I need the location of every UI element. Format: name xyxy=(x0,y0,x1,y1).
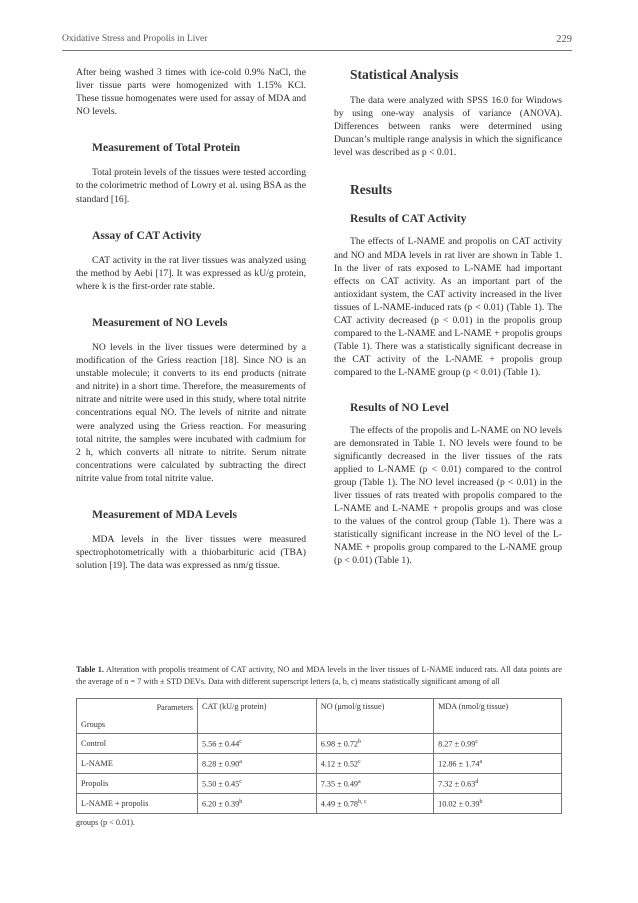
no-cell: 7.35 ± 0.49$^a$ xyxy=(316,774,433,794)
results-no-heading: Results of NO Level xyxy=(350,400,449,414)
table-footnote: groups (p < 0.01). xyxy=(76,818,135,827)
results-cat-paragraph: The effects of L-NAME and propolis on CAT activity and NO and MDA levels in rat liver are shown in Table 1. In the liver of rats exposed to L-NAME had important effects on CAT activity. As an important part of the antioxidant system, the CAT activity increased in the liver tissues of L-NAME-induced rats (p < 0.01) (Table 1). The CAT activity decreased (p < 0.01) in the propolis group compared to the L-NAME and L-NAME + propolis groups (Table 1). There was a statistically significant decrease in the CAT activity of the L-NAME + propolis group compared to the L-NAME group (p < 0.01) (Table 1). xyxy=(334,236,562,379)
cat-assay-heading: Assay of CAT Activity xyxy=(92,228,202,242)
corner-groups-label: Groups xyxy=(81,720,106,729)
statistical-analysis-heading: Statistical Analysis xyxy=(350,67,459,82)
table-caption-label: Table 1. xyxy=(76,665,104,674)
results-heading: Results xyxy=(350,182,393,198)
protein-paragraph: Total protein levels of the tissues were tested according to the colorimetric method of Lowry et al. using BSA as the standard [16]. xyxy=(76,167,306,205)
group-cell: Propolis xyxy=(77,774,198,794)
protein-heading: Measurement of Total Protein xyxy=(92,141,241,155)
cat-cell: 8.28 ± 0.90$^a$ xyxy=(198,754,317,774)
column-header-no: NO (μmol/g tissue) xyxy=(316,699,433,734)
no-measure-heading: Measurement of NO Levels xyxy=(92,315,228,329)
left-column xyxy=(76,66,306,572)
table-header-row xyxy=(77,699,562,734)
mda-cell: 7.32 ± 0.63$^d$ xyxy=(434,774,562,794)
table-row xyxy=(77,734,562,754)
header-rule xyxy=(62,50,572,51)
table-row xyxy=(77,754,562,774)
table-row xyxy=(77,794,562,814)
results-cat-heading: Results of CAT Activity xyxy=(350,212,467,226)
table-caption xyxy=(76,664,562,688)
right-column xyxy=(334,66,562,568)
group-cell: L-NAME xyxy=(77,754,198,774)
results-no-paragraph: The effects of the propolis and L-NAME on NO levels are demonsrated in Table 1. NO levels were found to be significantly decreased in the liver tissues of the rats applied to L-NAME (p < 0.01) compared to the control group (Table 1). The NO level increased (p < 0.01) in the liver tissues of rats treated with propolis compared to the L-NAME and L-NAME + propolis groups and was close to the values of the control group (Table 1). There was a statistically significant increase in the NO level of the L-NAME + propolis group compared to the L-NAME group (p < 0.01) (Table 1). xyxy=(334,424,562,567)
table-caption-text: Alteration with propolis treatment of CAT activity, NO and MDA levels in the liver tissues of L-NAME induced rats. All data points are the average of n = 7 with ± STD DEVs. Data with different superscript letters (a, b, c) means statistically significant among of all xyxy=(76,665,562,686)
cat-assay-paragraph: CAT activity in the rat liver tissues was analyzed using the method by Aebi [17]. It was expressed as kU/g protein, where k is the first-order rate stable. xyxy=(76,254,306,292)
group-cell: Control xyxy=(77,734,198,754)
cat-cell: 5.50 ± 0.45$^c$ xyxy=(198,774,317,794)
no-cell: 6.98 ± 0.72$^b$ xyxy=(316,734,433,754)
page-number: 229 xyxy=(556,34,572,45)
corner-parameters-label: Parameters xyxy=(156,703,193,712)
no-cell: $4.49 \pm 0.78^{b, c}$ xyxy=(316,794,433,814)
table-block xyxy=(76,664,562,827)
cat-cell: 5.56 ± 0.44$^c$ xyxy=(198,734,317,754)
table-row xyxy=(77,774,562,794)
mda-cell: 8.27 ± 0.99$^c$ xyxy=(434,734,562,754)
results-table xyxy=(76,698,562,814)
no-measure-paragraph: NO levels in the liver tissues were determined by a modification of the Griess reaction [18]. Since NO is an unstable molecule; it converts to its end products (nitrate and nitrite) in a short time. Therefore, the measurements of nitrate and nitrite were used in this study, where total nitrite concentrations equal NO. The levels of nitrite and nitrate were analyzed using the Griess reaction. For measuring total nitrite, the samples were incubated with cadmium for 2 h, which converts all nitrate to nitrite. Serum nitrate concentrations were calculated by subtracting the direct nitrite value from total nitrite value. xyxy=(76,341,306,484)
cat-cell: 6.20 ± 0.39$^b$ xyxy=(198,794,317,814)
mda-measure-heading: Measurement of MDA Levels xyxy=(92,507,237,521)
table-corner-cell xyxy=(77,699,198,734)
intro-paragraph: After being washed 3 times with ice-cold 0.9% NaCl, the liver tissue parts were homogenized with 1.15% KCl. These tissue homogenates were used for assay of MDA and NO levels. xyxy=(76,67,306,118)
no-cell: 4.12 ± 0.52$^c$ xyxy=(316,754,433,774)
group-cell: L-NAME + propolis xyxy=(77,794,198,814)
statistical-analysis-paragraph: The data were analyzed with SPSS 16.0 for Windows by using one-way analysis of variance (ANOVA). Differences between ranks were determined using Duncan’s multiple range analysis in which the significance level was described as p < 0.01. xyxy=(334,95,562,159)
column-header-cat: CAT (kU/g protein) xyxy=(198,699,317,734)
column-header-mda: MDA (nmol/g tissue) xyxy=(434,699,562,734)
mda-cell: 10.02 ± 0.39$^b$ xyxy=(434,794,562,814)
mda-cell: 12.86 ± 1.74$^a$ xyxy=(434,754,562,774)
running-title: Oxidative Stress and Propolis in Liver xyxy=(62,34,208,44)
mda-measure-paragraph: MDA levels in the liver tissues were measured spectrophotometrically with a thiobarbituric acid (TBA) solution [19]. The data was expressed as nm/g tissue. xyxy=(76,533,306,572)
